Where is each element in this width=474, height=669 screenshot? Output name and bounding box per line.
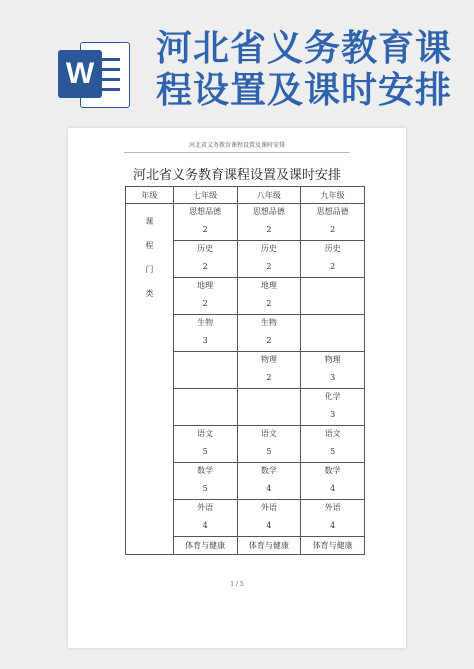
subject-cell <box>301 500 365 537</box>
category-cell <box>126 204 174 555</box>
subject-cell <box>173 389 237 426</box>
subject-name: 化学 <box>324 392 341 401</box>
weekly-hours: 2 <box>266 373 272 382</box>
subject-cell <box>301 389 365 426</box>
weekly-hours <box>238 391 301 397</box>
subject-cell: 体育与健康 <box>237 537 301 555</box>
course-table <box>125 186 365 555</box>
subject-cell: 体育与健康 <box>173 537 237 555</box>
subject-cell <box>173 426 237 463</box>
subject-cell <box>173 500 237 537</box>
subject-name: 外语 <box>197 503 214 512</box>
table-header-row <box>126 187 365 204</box>
weekly-hours <box>174 354 237 360</box>
weekly-hours <box>301 317 364 323</box>
subject-cell <box>237 389 301 426</box>
weekly-hours: 2 <box>266 336 272 345</box>
table-body <box>126 204 365 555</box>
weekly-hours: 3 <box>330 373 336 382</box>
subject-cell <box>301 463 365 500</box>
header-cell-grade: 年级 <box>126 187 174 204</box>
weekly-hours: 3 <box>330 410 336 419</box>
weekly-hours: 4 <box>266 521 272 530</box>
subject-name: 历史 <box>197 244 214 253</box>
header-cell-grade8: 八年级 <box>237 187 301 204</box>
weekly-hours: 3 <box>202 336 208 345</box>
subject-cell <box>301 204 365 241</box>
subject-cell <box>173 352 237 389</box>
subject-name: 地理 <box>197 281 214 290</box>
subject-cell <box>237 352 301 389</box>
subject-name: 语文 <box>197 429 214 438</box>
subject-cell <box>173 463 237 500</box>
page-number: 1 / 5 <box>230 581 244 588</box>
subject-cell <box>173 278 237 315</box>
subject-cell <box>173 315 237 352</box>
subject-name: 思想品德 <box>252 207 285 216</box>
subject-name: 数学 <box>260 466 277 475</box>
category-char: 程 <box>145 241 154 250</box>
weekly-hours: 4 <box>330 484 336 493</box>
weekly-hours: 2 <box>266 262 272 271</box>
word-icon-letter: W <box>58 50 102 98</box>
document-page <box>68 128 406 648</box>
subject-name: 外语 <box>324 503 341 512</box>
subject-cell <box>237 426 301 463</box>
subject-cell <box>237 315 301 352</box>
weekly-hours: 4 <box>266 484 272 493</box>
weekly-hours: 2 <box>266 225 272 234</box>
subject-name: 数学 <box>197 466 214 475</box>
subject-name: 语文 <box>260 429 277 438</box>
subject-name: 生物 <box>260 318 277 327</box>
weekly-hours: 4 <box>330 521 336 530</box>
weekly-hours: 5 <box>330 447 336 456</box>
category-char: 门 <box>145 265 154 274</box>
subject-cell <box>173 204 237 241</box>
subject-name: 历史 <box>324 244 341 253</box>
subject-name: 生物 <box>197 318 214 327</box>
subject-cell <box>301 426 365 463</box>
subject-cell <box>237 204 301 241</box>
subject-name: 语文 <box>324 429 341 438</box>
document-title: 河北省义务教育课程设置及课时安排 <box>132 168 341 183</box>
subject-name: 物理 <box>324 355 341 364</box>
header-cell-grade9: 九年级 <box>301 187 365 204</box>
subject-name: 思想品德 <box>316 207 349 216</box>
subject-cell <box>301 315 365 352</box>
page-header: 河北省义务教育课程设置及课时安排 <box>188 142 285 149</box>
subject-cell <box>237 500 301 537</box>
weekly-hours: 5 <box>266 447 272 456</box>
weekly-hours <box>174 391 237 397</box>
subject-name: 历史 <box>260 244 277 253</box>
subject-cell <box>301 278 365 315</box>
header-cell-grade7: 七年级 <box>173 187 237 204</box>
weekly-hours <box>301 280 364 286</box>
weekly-hours: 2 <box>202 225 208 234</box>
weekly-hours: 2 <box>202 262 208 271</box>
subject-name: 外语 <box>260 503 277 512</box>
weekly-hours: 2 <box>330 225 336 234</box>
subject-cell <box>237 278 301 315</box>
subject-cell: 体育与健康 <box>301 537 365 555</box>
subject-cell <box>237 241 301 278</box>
subject-name: 物理 <box>260 355 277 364</box>
word-app-icon <box>58 38 130 110</box>
subject-name: 思想品德 <box>189 207 222 216</box>
banner <box>0 0 474 128</box>
subject-cell <box>301 352 365 389</box>
banner-title: 河北省义务教育课程设置及课时安排 <box>156 28 453 111</box>
header-divider <box>124 152 350 153</box>
category-char: 课 <box>145 217 154 226</box>
subject-name: 地理 <box>260 281 277 290</box>
category-char: 类 <box>145 289 154 298</box>
weekly-hours: 5 <box>202 484 208 493</box>
weekly-hours: 5 <box>202 447 208 456</box>
subject-cell <box>301 241 365 278</box>
subject-name: 数学 <box>324 466 341 475</box>
weekly-hours: 2 <box>202 299 208 308</box>
table-row <box>126 204 365 241</box>
weekly-hours: 2 <box>330 262 336 271</box>
weekly-hours: 2 <box>266 299 272 308</box>
weekly-hours: 4 <box>202 521 208 530</box>
subject-cell <box>237 463 301 500</box>
subject-cell <box>173 241 237 278</box>
